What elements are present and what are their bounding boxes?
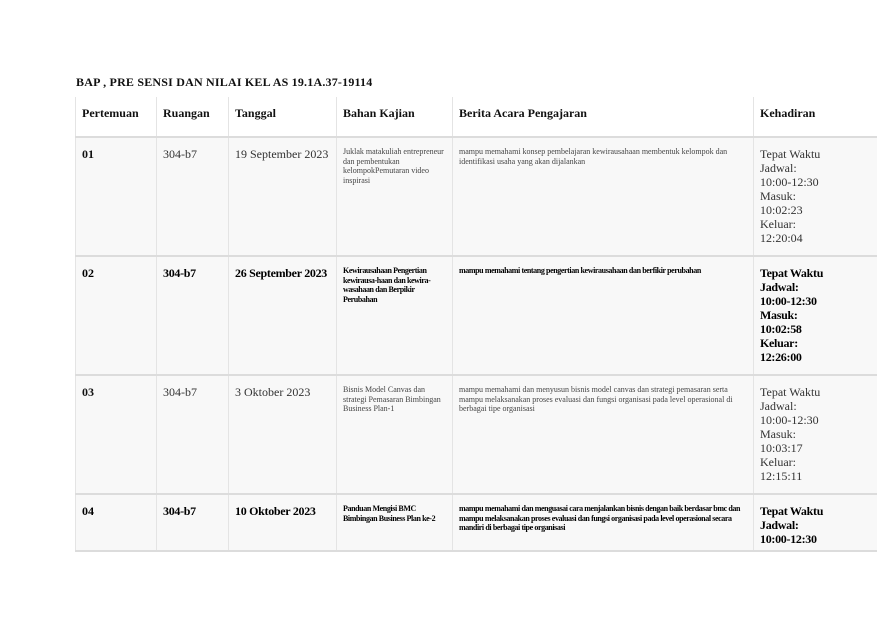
- cell-ruangan: 304-b7: [157, 137, 229, 256]
- schedule-value: 10:00-12:30: [760, 532, 817, 546]
- cell-kehadiran: [754, 256, 877, 375]
- attendance-status: Tepat Waktu: [760, 504, 824, 518]
- schedule-label: Jadwal:: [760, 518, 799, 532]
- schedule-value: 10:00-12:30: [760, 413, 819, 427]
- cell-pertemuan: 02: [76, 256, 157, 375]
- cell-kehadiran: [754, 494, 877, 551]
- header-bahan-kajian: Bahan Kajian: [337, 97, 453, 137]
- schedule-label: Jadwal:: [760, 161, 797, 175]
- check-in-value: 10:02:58: [760, 322, 802, 336]
- header-tanggal: Tanggal: [229, 97, 337, 137]
- cell-bahan-kajian: Bisnis Model Canvas dan strategi Pemasaran Bimbingan Business Plan-1: [337, 375, 453, 494]
- document-title: BAP , PRE SENSI DAN NILAI KEL AS 19.1A.37-19114: [76, 75, 373, 89]
- cell-bahan-kajian: Kewirausahaan Pengertian kewirausa-haan dan kewira-wasahaan dan Berpikir Perubahan: [337, 256, 453, 375]
- check-in-label: Masuk:: [760, 308, 798, 322]
- check-out-value: 12:15:11: [760, 469, 803, 483]
- cell-tanggal: 3 Oktober 2023: [229, 375, 337, 494]
- table-header-row: [76, 97, 877, 137]
- header-kehadiran: Kehadiran: [754, 97, 877, 137]
- cell-pertemuan: 04: [76, 494, 157, 551]
- schedule-value: 10:00-12:30: [760, 175, 819, 189]
- cell-bahan-kajian: Juklak matakuliah entrepreneur dan pembentukan kelompokPemutaran video inspirasi: [337, 137, 453, 256]
- attendance-status: Tepat Waktu: [760, 385, 821, 399]
- schedule-label: Jadwal:: [760, 399, 797, 413]
- header-berita-acara: Berita Acara Pengajaran: [453, 97, 754, 137]
- cell-berita-acara: mampu memahami dan menyusun bisnis model canvas dan strategi pemasaran serta mampu melaksanakan proses evaluasi dan fungsi organisasi pada level operasional di berbagai tipe organisasi: [453, 375, 754, 494]
- cell-kehadiran: [754, 375, 877, 494]
- check-out-value: 12:26:00: [760, 350, 802, 364]
- check-out-label: Keluar:: [760, 217, 796, 231]
- cell-tanggal: 26 September 2023: [229, 256, 337, 375]
- cell-tanggal: 10 Oktober 2023: [229, 494, 337, 551]
- table-row: [76, 256, 877, 375]
- cell-berita-acara: mampu memahami dan menguasai cara menjalankan bisnis dengan baik berdasar bmc dan mampu melaksanakan proses evaluasi dan fungsi organisasi pada level operasional secara mandiri di berbagai tipe organisasi: [453, 494, 754, 551]
- cell-ruangan: 304-b7: [157, 256, 229, 375]
- schedule-value: 10:00-12:30: [760, 294, 817, 308]
- check-in-value: 10:03:17: [760, 441, 803, 455]
- cell-pertemuan: 01: [76, 137, 157, 256]
- bap-table: [75, 97, 877, 552]
- cell-berita-acara: mampu memahami konsep pembelajaran kewirausahaan membentuk kelompok dan identifikasi usaha yang akan dijalankan: [453, 137, 754, 256]
- schedule-label: Jadwal:: [760, 280, 799, 294]
- attendance-status: Tepat Waktu: [760, 266, 824, 280]
- cell-bahan-kajian: Panduan Mengisi BMC Bimbingan Business Plan ke-2: [337, 494, 453, 551]
- cell-berita-acara: mampu memahami tentang pengertian kewirausahaan dan berfikir perubahan: [453, 256, 754, 375]
- cell-tanggal: 19 September 2023: [229, 137, 337, 256]
- table-row: [76, 137, 877, 256]
- cell-pertemuan: 03: [76, 375, 157, 494]
- check-in-value: 10:02:23: [760, 203, 803, 217]
- check-out-label: Keluar:: [760, 336, 798, 350]
- attendance-status: Tepat Waktu: [760, 147, 821, 161]
- header-ruangan: Ruangan: [157, 97, 229, 137]
- check-out-label: Keluar:: [760, 455, 796, 469]
- check-out-value: 12:20:04: [760, 231, 803, 245]
- cell-kehadiran: [754, 137, 877, 256]
- cell-ruangan: 304-b7: [157, 375, 229, 494]
- check-in-label: Masuk:: [760, 189, 796, 203]
- table-row: [76, 375, 877, 494]
- check-in-label: Masuk:: [760, 427, 796, 441]
- header-pertemuan: Pertemuan: [76, 97, 157, 137]
- cell-ruangan: 304-b7: [157, 494, 229, 551]
- table-row: [76, 494, 877, 551]
